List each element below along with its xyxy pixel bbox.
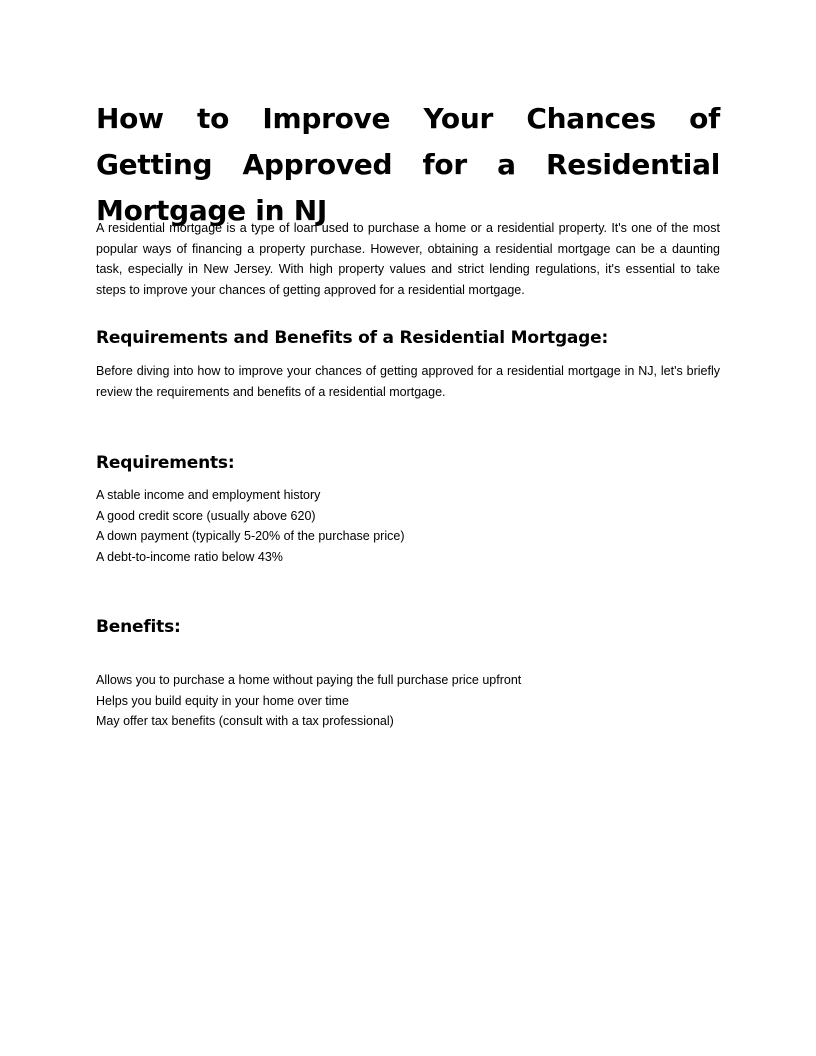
requirement-item: A stable income and employment history	[96, 488, 321, 502]
benefit-item: Helps you build equity in your home over time	[96, 693, 349, 708]
section-paragraph: Before diving into how to improve your chances of getting approved for a residential mortgage in NJ, let's briefly review the requirements and benefits of a residential mortgage.	[96, 364, 720, 399]
requirement-item: A down payment (typically 5-20% of the purchase price)	[96, 529, 405, 544]
section-heading: Requirements and Benefits of a Residential Mortgage:	[96, 328, 609, 348]
requirements-list	[96, 485, 405, 567]
page-title: How to Improve Your Chances of Getting Approved for a Residential Mortgage in NJ	[96, 102, 720, 227]
benefits-list	[96, 670, 521, 732]
requirement-item: A good credit score (usually above 620)	[96, 508, 316, 523]
benefits-heading: Benefits:	[96, 617, 181, 637]
benefit-item: May offer tax benefits (consult with a tax professional)	[96, 714, 394, 729]
requirement-item: A debt-to-income ratio below 43%	[96, 549, 283, 564]
benefit-item: Allows you to purchase a home without paying the full purchase price upfront	[96, 673, 522, 687]
intro-paragraph: A residential mortgage is a type of loan used to purchase a home or a residential property. It's one of the most popular ways of financing a property purchase. However, obtaining a residential mortgage can be a daunting task, especially in New Jersey. With high property values and strict lending regulations, it's essential to take steps to improve your chances of getting approved for a residential mortgage.	[96, 221, 720, 297]
requirements-heading: Requirements:	[96, 453, 235, 473]
